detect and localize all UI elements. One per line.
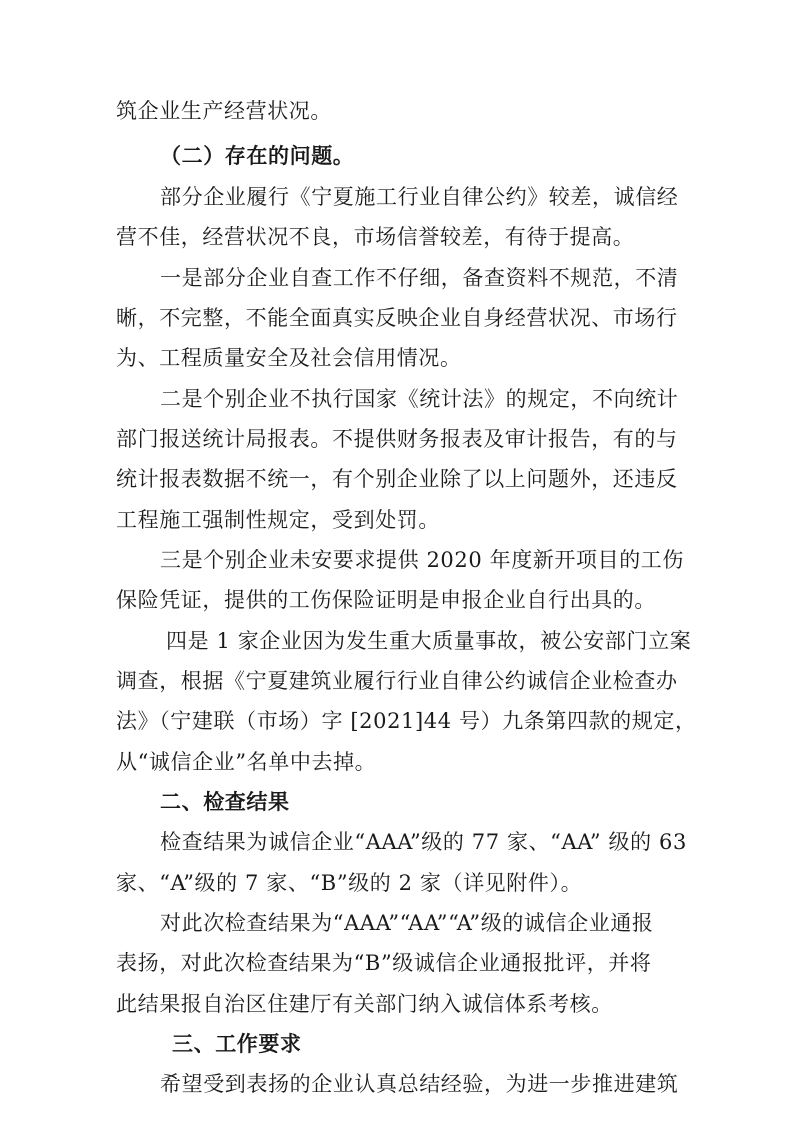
text-line: 工程施工强制性规定，受到处罚。 (116, 508, 440, 532)
text-line: 家、“A”级的 7 家、“B”级的 2 家（详见附件）。 (116, 871, 583, 895)
text-line: 法》（宁建联（市场）字 [2021]44 号）九条第四款的规定， (116, 709, 697, 733)
text-line: 部分企业履行《宁夏施工行业自律公约》较差，诚信经 (160, 185, 679, 209)
text-line: 调查，根据《宁夏建筑业履行行业自律公约诚信企业检查办 (116, 669, 678, 693)
text-line: 部门报送统计局报表。不提供财务报表及审计报告，有的与 (116, 427, 678, 451)
text-line: 对此次检查结果为“AAA”“AA”“A”级的诚信企业通报 (160, 911, 654, 935)
text-line: 二是个别企业不执行国家《统计法》的规定，不向统计 (160, 387, 679, 411)
text-line: 此结果报自治区住建厅有关部门纳入诚信体系考核。 (116, 992, 613, 1016)
text-line: 晰，不完整，不能全面真实反映企业自身经营状况、市场行 (116, 306, 678, 330)
subsection-heading: （二）存在的问题。 (160, 143, 355, 168)
text-line: 希望受到表扬的企业认真总结经验，为进一步推进建筑 (160, 1072, 679, 1096)
text-line: 从“诚信企业”名单中去掉。 (116, 750, 377, 774)
text-line: 三是个别企业未安要求提供 2020 年度新开项目的工伤 (160, 548, 684, 572)
text-line: 一是部分企业自查工作不仔细，备查资料不规范，不清 (160, 266, 679, 290)
text-line: 统计报表数据不统一，有个别企业除了以上问题外，还违反 (116, 467, 678, 491)
section-heading: 二、检查结果 (160, 790, 290, 814)
section-heading: 三、工作要求 (172, 1032, 302, 1056)
text-line: 为、工程质量安全及社会信用情况。 (116, 346, 462, 370)
text-line: 四是 1 家企业因为发生重大质量事故，被公安部门立案 (166, 629, 692, 653)
text-line: 保险凭证，提供的工伤保险证明是申报企业自行出具的。 (116, 588, 656, 612)
text-line: 营不佳，经营状况不良，市场信誉较差，有待于提高。 (116, 225, 635, 249)
text-line: 检查结果为诚信企业“AAA”级的 77 家、“AA” 级的 63 (160, 830, 687, 854)
text-line: 表扬，对此次检查结果为“B”级诚信企业通报批评，并将 (116, 951, 652, 975)
text-line: 筑企业生产经营状况。 (116, 99, 332, 123)
